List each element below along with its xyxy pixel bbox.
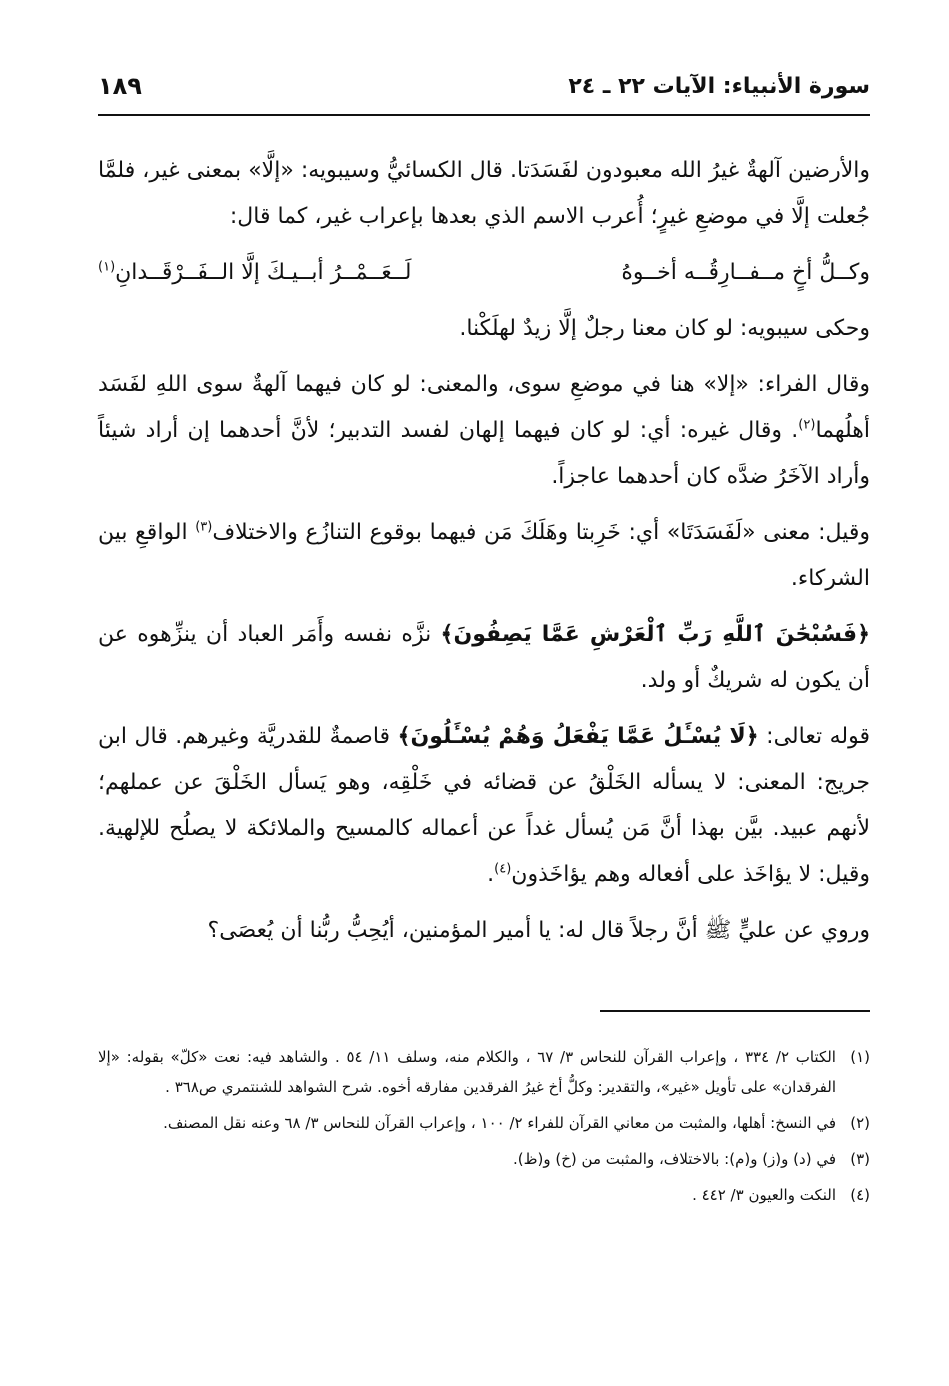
footnote-number: (٢) [850,1114,870,1132]
paragraph-4 [98,510,870,602]
footnote-ref-1: (١) [98,259,116,275]
poem-verse [98,250,870,296]
footnote-3 [98,1144,870,1174]
running-title: سورة الأنبياء: الآيات ٢٢ ـ ٢٤ [568,74,870,99]
page-header [98,66,870,110]
paragraph-7: وروي عن عليٍّ ﷺ أنَّ رجلاً قال له: يا أمير المؤمنين، أيُحِبُّ ربُّنا أن يُعصَى؟ [207,918,870,943]
paragraph-4-part-b: الواقعِ بين الشركاء. [98,520,870,591]
quran-verse-1: ﴿فَسُبْحَٰنَ ٱللَّهِ رَبِّ ٱلْعَرْشِ عَمَّا يَصِفُونَ﴾ [440,622,870,647]
footnote-text: في (د) و(ز) و(م): بالاختلاف، والمثبت من (خ) و(ظ). [513,1150,836,1168]
poem-second-hemistich [98,250,411,296]
footnote-2 [98,1108,870,1138]
footnote-4 [98,1180,870,1210]
paragraph-1: والأرضين آلهةٌ غيرُ الله معبودون لفَسَدَتا. قال الكسائيُّ وسيبويه: «إلَّا» بمعنى غير، فلمَّا جُعلت إلَّا في موضعِ غيرٍ؛ أُعرب الاسم الذي بعدها بإعراب غير، كما قال: [98,158,870,229]
paragraph-4-part-a: وقيل: معنى «لَفَسَدَتَا» أي: خَرِبتا وهَلَكَ مَن فيهما بوقوع التنازُع والاختلاف [212,520,871,545]
paragraph-6 [98,714,870,898]
page-number: ١٨٩ [98,72,142,100]
footnote-number: (٤) [850,1186,870,1204]
paragraph-2: وحكى سيبويه: لو كان معنا رجلٌ إلَّا زيدٌ لهلَكْنا. [459,316,870,341]
footnote-number: (٣) [850,1150,870,1168]
footnote-text: في النسخ: أهلها، والمثبت من معاني القرآن للفراء ٢/ ١٠٠ ، وإعراب القرآن للنحاس ٣/ ٦٨ وعنه نقل المصنف. [163,1114,836,1132]
footnote-ref-2: (٢) [798,417,816,433]
footnote-text: الكتاب ٢/ ٣٣٤ ، وإعراب القرآن للنحاس ٣/ ٦٧ ، والكلام منه، وسلف ١١/ ٥٤ . والشاهد فيه: نعت «كلّ» بقوله: «إلا الفرقدان» على تأويل «غير»، والتقدير: وكلُّ أخ غيرُ الفرقدين مفارقه أخوه. شرح الشواهد للشنتمري ص٣٦٨ . [98,1048,836,1096]
paragraph-3 [98,362,870,500]
footnote-ref-4: (٤) [494,861,512,877]
paragraph-5 [98,612,870,704]
footnote-1 [98,1042,870,1102]
footnote-text: النكت والعيون ٣/ ٤٤٢ . [692,1186,836,1204]
paragraph-6-lead: قوله تعالى: [758,724,870,749]
footnote-separator [600,1010,870,1012]
header-rule [98,114,870,116]
footnotes [98,1042,870,1216]
footnote-number: (١) [850,1048,870,1066]
paragraph-5-text: نزَّه نفسه وأَمَر العباد أن ينزِّهوه عن أن يكون له شريكٌ أو ولد. [98,622,870,693]
paragraph-6-text: قاصمةٌ للقدريَّة وغيرهم. قال ابن جريج: المعنى: لا يسأله الخَلْقُ عن قضائه في خَلْقِه، وهو يَسأل الخَلْقَ عن عملهم؛ لأنهم عبيد. بيَّن بهذا أنَّ مَن يُسأل غداً عن أعماله كالمسيح والملائكة لا يصلُح للإلهية. وقيل: لا يؤاخَذ على أفعاله وهم يؤاخَذون [98,724,870,887]
paragraph-6-end: . [487,862,495,887]
main-text [98,148,870,964]
quran-verse-2: ﴿لَا يُسْـَٔلُ عَمَّا يَفْعَلُ وَهُمْ يُسْـَٔلُونَ﴾ [397,724,759,749]
paragraph-3-part-a: وقال الفراء: «إلا» هنا في موضعِ سوى، والمعنى: لو كان فيهما آلهةٌ سوى اللهِ لفَسَد أهلُهما [98,372,870,443]
paragraph-3-part-b: . وقال غيره: أي: لو كان فيهما إلهان لفسد التدبير؛ لأنَّ أحدهما إن أراد شيئاً وأراد الآخَرُ ضدَّه كان أحدهما عاجزاً. [98,418,870,489]
poem-first-hemistich: وكــلُّ أخٍ مــفــارِقُــه أخــوهُ [621,260,870,285]
footnote-ref-3: (٣) [195,519,213,535]
poem-second-hemistich-text: لَــعَــمْــرُ أبــيـكَ إلَّا الــفَــرْقَــدانِ [115,260,412,285]
